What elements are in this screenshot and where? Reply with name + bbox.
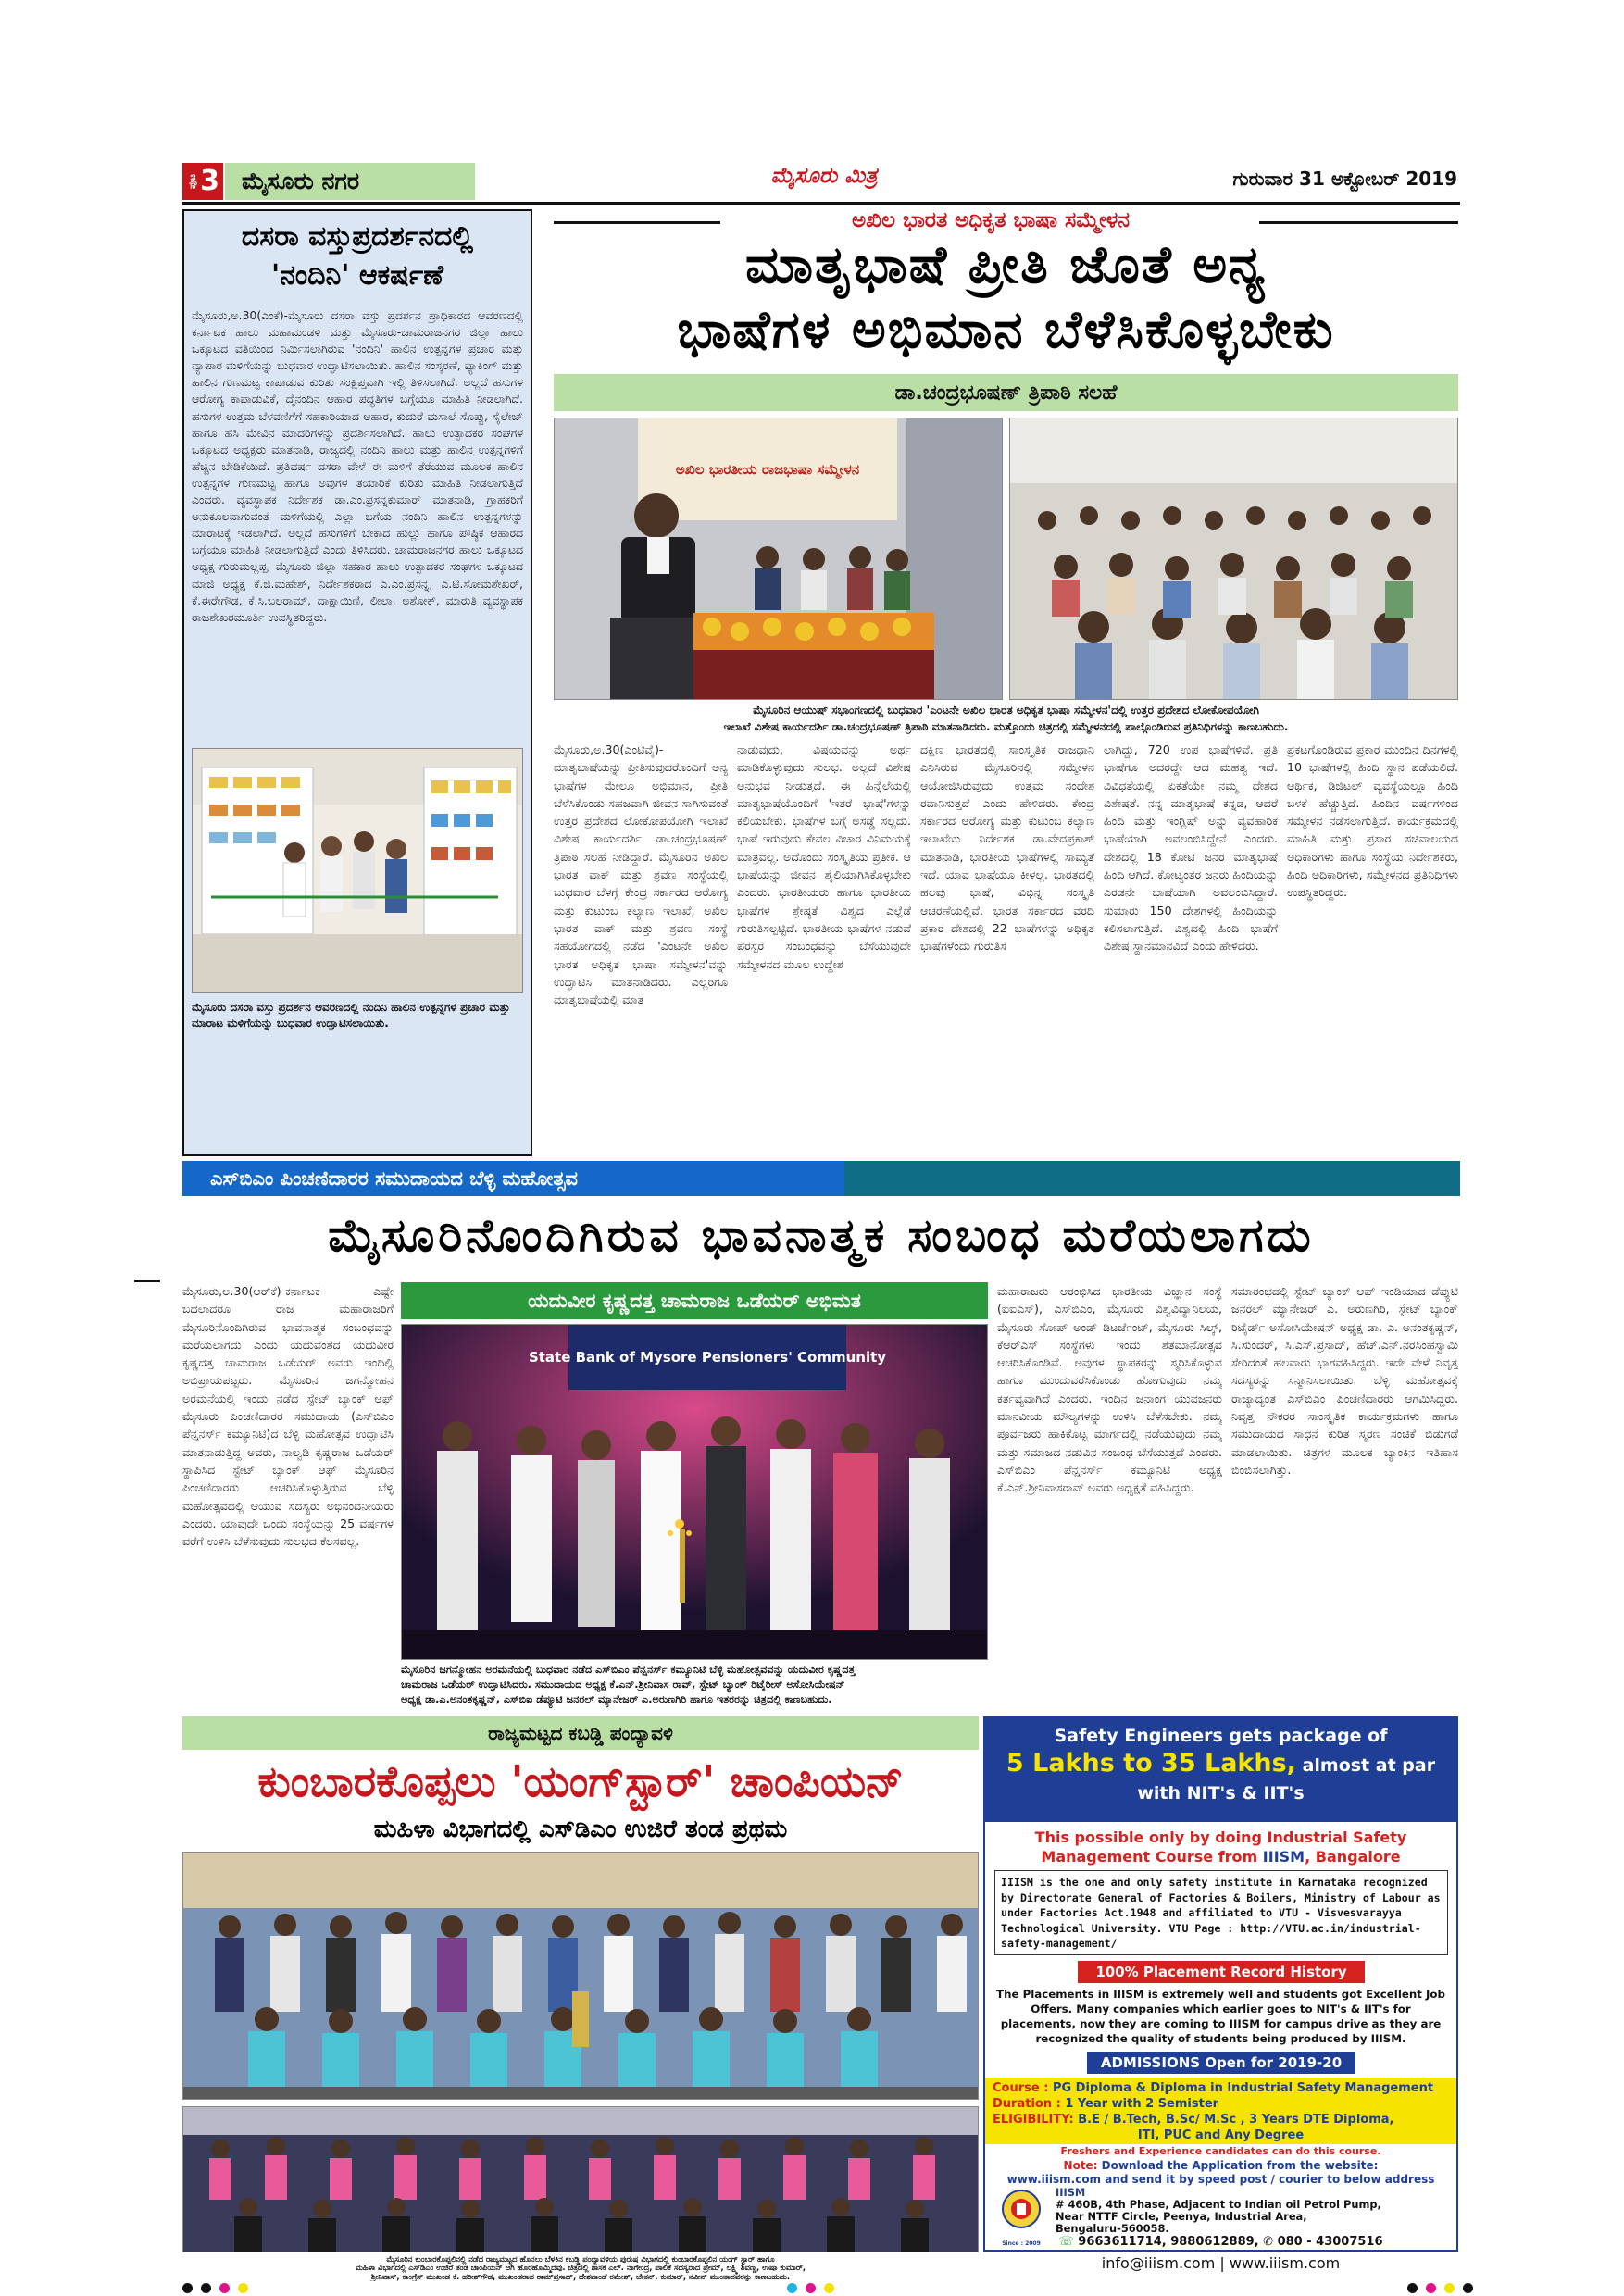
ad-possible-2: Management Course from IIISM, Bangalore (1041, 1848, 1401, 1866)
ad-placement-text: The Placements in IIISM is extremely well and students got Excellent Job Offers. Many companies which earlier goes to NIT's & IIT's for placements, now they are coming to IIISM for campus drive as they are recognized the quality of students being produced by IIISM. (996, 1988, 1445, 2045)
sbm-col-3: ಸಮಾರಂಭದಲ್ಲಿ ಸ್ಟೇಟ್ ಬ್ಯಾಂಕ್ ಆಫ್ ಇಂಡಿಯಾದ ಡೆಪ್ಯುಟಿ ಜನರಲ್ ಮ್ಯಾನೇಜರ್ ಎ. ಅರುಣಗಿರಿ, ಸ್ಟೇಟ್ ಬ್ಯಾಂಕ್ ರಿಟೈರ್ಡ್ ಅಸೋಸಿಯೇಷನ್ ಅಧ್ಯಕ್ಷ ಡಾ. ಎ. ಅನಂತಕೃಷ್ಣನ್, ಸಿ.ಸುಂದರ್, ಸಿ.ಎಸ್.ಪ್ರಸಾದ್, ಹೆಚ್.ಎನ್.ನರಸಿಂಹಸ್ವಾಮಿ ಸೇರಿದಂತೆ ಹಲವಾರು ಭಾಗವಹಿಸಿದ್ದರು. ಇದೇ ವೇಳೆ ನಿವೃತ್ತ ಸದಸ್ಯರನ್ನು ಸನ್ಮಾನಿಸಲಾಯಿತು. ಬೆಳ್ಳಿ ಮಹೋತ್ಸವಕ್ಕೆ ರಾಜ್ಯಾದ್ಯಂತ ಎಸ್‌ಬಿಎಂ ಪಿಂಚಣಿದಾರರು ಆಗಮಿಸಿದ್ದರು. ನಿವೃತ್ತ ನೌಕರರ ಸಾಂಸ್ಕೃತಿಕ ಕಾರ್ಯಕ್ರಮಗಳು ಹಾಗೂ ಸಮುದಾಯದ ಸಾಧನೆ ಕುರಿತ ಸ್ಮರಣ ಸಂಚಿಕೆ ಬಿಡುಗಡೆ ಮಾಡಲಾಯಿತು. ಚಿತ್ರಗಳ ಮೂಲಕ ಬ್ಯಾಂಕಿನ ಇತಿಹಾಸ ಬಿಂಬಿಸಲಾಗಿತ್ತು. (1231, 1284, 1458, 1477)
nandini-photo-image (193, 749, 523, 993)
ad-admissions: ADMISSIONS Open for 2019-20 (1100, 2054, 1343, 2071)
nandini-box (182, 209, 532, 1156)
kabaddi-photo-women-image (183, 2107, 979, 2252)
ad-eligibility-2: ITI, PUC and Any Degree (1137, 2128, 1305, 2142)
page-number: 3 (200, 165, 219, 197)
kabaddi-headline: ಕುಂಬಾರಕೊಪ್ಪಲು 'ಯಂಗ್‌ಸ್ಟಾರ್' ಚಾಂಪಿಯನ್ (257, 1756, 904, 1806)
issue-date: ಗುರುವಾರ 31 ಅಕ್ಟೋಬರ್ 2019 (1232, 168, 1457, 190)
lead-subhead: ಡಾ.ಚಂದ್ರಭೂಷಣ್ ತ್ರಿಪಾಠಿ ಸಲಹೆ (894, 381, 1118, 405)
lead-photo-speaker (554, 418, 1003, 700)
lead-col-5: ಪ್ರಕಟಗೊಂಡಿರುವ ಪ್ರಕಾರ ಮುಂದಿನ ದಿನಗಳಲ್ಲಿ 10 ಭಾಷೆಗಳಲ್ಲಿ ಹಿಂದಿ ಸ್ಥಾನ ಪಡೆಯಲಿದೆ. ಆರ್ಥಿಕ, ಡಿಜಿಟಲ್ ವ್ಯವಸ್ಥೆಯಲ್ಲೂ ಹಿಂದಿ ಬಳಕೆ ಹೆಚ್ಚುತ್ತಿದೆ. ಹಿಂದಿನ ವರ್ಷಗಳಿಂದ ಸಮ್ಮೇಳನ ನಡೆಸಲಾಗುತ್ತಿದೆ. ಕಾರ್ಯಕ್ರಮದಲ್ಲಿ ಮಾಹಿತಿ ಮತ್ತು ಪ್ರಸಾರ ಸಚಿವಾಲಯದ ಅಧಿಕಾರಿಗಳು ಹಾಗೂ ಸಂಸ್ಥೆಯ ನಿರ್ದೇಶಕರು, ಹಿಂದಿ ಅಧಿಕಾರಿಗಳು, ಸಮ್ಮೇಳನದ ಪ್ರತಿನಿಧಿಗಳು ಉಪಸ್ಥಿತರಿದ್ದರು. (1287, 742, 1458, 900)
ad-title-tail: almost at par (1295, 1755, 1436, 1776)
nandini-photo (192, 748, 523, 993)
ad-course-band (985, 2078, 1456, 2144)
ad-header (985, 1718, 1456, 1822)
ad-title-3: with NIT's & IIT's (1137, 1783, 1305, 1803)
ad-title-amount: 5 Lakhs to 35 Lakhs, (1006, 1749, 1296, 1778)
lead-col-1: ಮೈಸೂರು,ಅ.30(ಎಂಟಿವೈ)- ಮಾತೃಭಾಷೆಯನ್ನು ಪ್ರೀತಿಸುವುದರೊಂದಿಗೆ ಅನ್ಯ ಭಾಷೆಗಳ ಮೇಲೂ ಅಭಿಮಾನ, ಪ್ರೀತಿ ಬೆಳೆಸಿಕೊಂಡು ಸಹಜವಾಗಿ ಜೀವನ ಸಾಗಿಸುವಂತೆ ಉತ್ತರ ಪ್ರದೇಶದ ಲೋಕೋಪಯೋಗಿ ಇಲಾಖೆ ವಿಶೇಷ ಕಾರ್ಯದರ್ಶಿ ಡಾ.ಚಂದ್ರಭೂಷಣ್ ತ್ರಿಪಾಠಿ ಸಲಹೆ ನೀಡಿದ್ದಾರೆ. ಮೈಸೂರಿನ ಅಖಿಲ ಭಾರತ ವಾಕ್ ಮತ್ತು ಶ್ರವಣ ಸಂಸ್ಥೆಯಲ್ಲಿ ಬುಧವಾರ ಬೆಳಗ್ಗೆ ಕೇಂದ್ರ ಸರ್ಕಾರದ ಆರೋಗ್ಯ ಮತ್ತು ಕುಟುಂಬ ಕಲ್ಯಾಣ ಇಲಾಖೆ, ಅಖಿಲ ಭಾರತ ವಾಕ್ ಮತ್ತು ಶ್ರವಣ ಸಂಸ್ಥೆ ಸಹಯೋಗದಲ್ಲಿ ನಡೆದ 'ಎಂಟನೇ ಅಖಿಲ ಭಾರತ ಅಧಿಕೃತ ಭಾಷಾ ಸಮ್ಮೇಳನ'ವನ್ನು ಉದ್ಘಾಟಿಸಿ ಮಾತನಾಡಿದರು. ಎಲ್ಲರಿಗೂ ಮಾತೃಭಾಷೆಯಲ್ಲಿ ಮಾತ (554, 742, 728, 1007)
ad-possible-1: This possible only by doing Industrial Safety (1034, 1828, 1407, 1846)
nandini-headline-2: 'ನಂದಿನಿ' ಆಕರ್ಷಣೆ (271, 259, 443, 292)
ad-placement-title: 100% Placement Record History (1095, 1964, 1347, 1980)
lead-headline-2: ಭಾಷೆಗಳ ಅಭಿಮಾನ ಬೆಳೆಸಿಕೊಳ್ಳಬೇಕು (677, 300, 1335, 360)
sbm-photo (401, 1324, 988, 1660)
ad-eligibility: ELIGIBILITY: B.E / B.Tech, B.Sc/ M.Sc , 3 Years DTE Diploma, (993, 2113, 1394, 2127)
ad-address-3: Bengaluru-560058. (1056, 2222, 1169, 2235)
kabaddi-photo-men-image (183, 1853, 979, 2100)
sbm-subhead-band (401, 1282, 988, 1319)
kabaddi-caption-block: ಮೈಸೂರಿನ ಕುಂಬಾರಕೊಪ್ಪಲಿನಲ್ಲಿ ನಡೆದ ರಾಜ್ಯಮಟ್ಟದ ಹೊನಲು ಬೆಳಕಿನ ಕಬಡ್ಡಿ ಪಂದ್ಯಾವಳಿಯ ಪುರುಷ ವಿಭಾಗದಲ್ಲಿ ಕುಂಬಾರಕೊಪ್ಪಲಿನ ಯಂಗ್ ಸ್ಟಾರ್ ಹಾಗೂ ಮಹಿಳಾ ವಿಭಾಗದಲ್ಲಿ ಎಸ್‌ಡಿಎಂ ಉಜಿರೆ ತಂಡ ಚಾಂಪಿಯನ್ ಆಗಿ ಹೊರಹೊಮ್ಮಿದವು. ಚಿತ್ರದಲ್ಲಿ ಶಾಸಕ ಎಲ್. ನಾಗೇಂದ್ರ, ಪಾಲಿಕೆ ಸದಸ್ಯರಾದ ಪ್ರೇಮ್, ಲಕ್ಷ್ಮಿ ಶಿವಣ್ಣ, ಉಷಾ ಕುಮಾರ್, ಶ್ರೀನಿವಾಸ್, ಕಾಂಗ್ರೆಸ್ ಮುಖಂಡ ಕೆ. ಹರೀಶ್‌ಗೌಡ, ಮುಖಂಡರಾದ ರಾಮ್‌ಪ್ರಸಾದ್, ದೇಶಪಾಂಡೆ ರಮೇಶ್, ಚೇತನ್, ಕುಮಾರ್, ನವೀನ್ ಮುಂತಾದವರನ್ನು ಕಾಣಬಹುದು. (355, 2255, 806, 2281)
lead-col-3: ದಕ್ಷಿಣ ಭಾರತದಲ್ಲಿ ಸಾಂಸ್ಕೃತಿಕ ರಾಜಧಾನಿ ಎನಿಸಿರುವ ಮೈಸೂರಿನಲ್ಲಿ ಸಮ್ಮೇಳನ ಆಯೋಜಿಸಿರುವುದು ಉತ್ತಮ ಸಂದೇಶ ರವಾನಿಸುತ್ತದೆ ಎಂದು ಹೇಳಿದರು. ಕೇಂದ್ರ ಸರ್ಕಾರದ ಆರೋಗ್ಯ ಮತ್ತು ಕುಟುಂಬ ಕಲ್ಯಾಣ ಇಲಾಖೆಯ ನಿರ್ದೇಶಕ ಡಾ.ವೇದಪ್ರಕಾಶ್ ಮಾತನಾಡಿ, ಭಾರತೀಯ ಭಾಷೆಗಳಲ್ಲಿ ಸಾಮ್ಯತೆ ಇದೆ. ಯಾವ ಭಾಷೆಯೂ ಕೀಳಲ್ಲ. ಭಾರತದಲ್ಲಿ ಹಲವು ಭಾಷೆ, ವಿಭಿನ್ನ ಸಂಸ್ಕೃತಿ ಆಚರಣೆಯಲ್ಲಿವೆ. ಭಾರತ ಸರ್ಕಾರದ ವರದಿ ಪ್ರಕಾರ ದೇಶದಲ್ಲಿ 22 ಭಾಷೆಗಳನ್ನು ಅಧಿಕೃತ ಭಾಷೆಗಳೆಂದು ಗುರುತಿಸ (920, 742, 1094, 954)
lead-kicker-rule-left (554, 221, 720, 224)
lead-photo-audience (1009, 418, 1458, 700)
ad-possible (985, 1828, 1456, 1866)
section-title: ಮೈಸೂರು ನಗರ (225, 163, 475, 200)
ad-duration: Duration : 1 Year with 2 Semister (993, 2097, 1219, 2111)
ad-placement-title-band (1078, 1961, 1365, 1983)
ad-note: Note: Download the Application from the website: www.iiism.com and send it by speed post / courier to below address (985, 2159, 1456, 2187)
lead-subhead-band (554, 374, 1458, 411)
nandini-body: ಮೈಸೂರು,ಅ.30(ಎಂಕೆ)-ಮೈಸೂರು ದಸರಾ ವಸ್ತು ಪ್ರದರ್ಶನ ಪ್ರಾಧಿಕಾರದ ಆವರಣದಲ್ಲಿ ಕರ್ನಾಟಕ ಹಾಲು ಮಹಾಮಂಡಳಿ ಮತ್ತು ಮೈಸೂರು-ಚಾಮರಾಜನಗರ ಜಿಲ್ಲಾ ಹಾಲು ಒಕ್ಕೂಟದ ವತಿಯಿಂದ ನಿರ್ಮಿಸಲಾಗಿರುವ 'ನಂದಿನಿ' ಹಾಲಿನ ಉತ್ಪನ್ನಗಳ ಪ್ರಚಾರ ಮತ್ತು ವ್ಯಾಪಾರ ಮಳಿಗೆಯನ್ನು ಬುಧವಾರ ಉದ್ಘಾಟಿಸಲಾಯಿತು. ಹಾಲಿನ ಸಂಸ್ಕರಣೆ, ಪ್ಯಾಕಿಂಗ್ ಮತ್ತು ಹಾಲಿನ ಗುಣಮಟ್ಟ ಕಾಪಾಡುವ ಕುರಿತು ಸಂಕ್ಷಿಪ್ತವಾಗಿ ಇಲ್ಲಿ ತಿಳಿಸಲಾಗಿದೆ. ಅಲ್ಲದೆ ಹಸುಗಳ ಆರೋಗ್ಯ ಕಾಪಾಡುವಿಕೆ, ದೈನಂದಿನ ಆಹಾರ ಪದ್ಧತಿಗಳ ಬಗ್ಗೆಯೂ ಮಾಹಿತಿ ನೀಡಲಾಗಿದೆ. ಹಸುಗಳ ಉತ್ತಮ ಬೆಳವಣಿಗೆಗೆ ಸಹಕಾರಿಯಾದ ಆಹಾರ, ಕುದುರೆ ಮಸಾಲೆ ಸೊಪ್ಪು, ಸೈಲೇಜ್ ಹಾಗೂ ಹಸಿ ಮೇವಿನ ಮಾದರಿಗಳನ್ನು ಪ್ರದರ್ಶಿಸಲಾಗಿದೆ. ಹಾಲು ಉತ್ಪಾದಕರ ಸಂಘಗಳ ಒಕ್ಕೂಟದ ಅಧ್ಯಕ್ಷರು ಮಾತನಾಡಿ, ರಾಜ್ಯದಲ್ಲಿ ನಂದಿನಿ ಹಾಲು ಮತ್ತು ಹಾಲಿನ ಉತ್ಪನ್ನಗಳಿಗೆ ಹೆಚ್ಚಿನ ಬೇಡಿಕೆಯಿದೆ. ಪ್ರತಿವರ್ಷ ದಸರಾ ವೇಳೆ ಈ ಮಳಿಗೆ ತೆರೆಯುವ ಮೂಲಕ ಹಾಲಿನ ಉತ್ಪನ್ನಗಳ ಗುಣಮಟ್ಟ ಹಾಗೂ ಅವುಗಳ ತಯಾರಿಕೆ ಕುರಿತು ಮಾಹಿತಿ ನೀಡಲಾಗುತ್ತಿದೆ ಎಂದರು. ವ್ಯವಸ್ಥಾಪಕ ನಿರ್ದೇಶಕ ಡಾ.ಎಂ.ಪ್ರಸನ್ನಕುಮಾರ್ ಮಾತನಾಡಿ, ಗ್ರಾಹಕರಿಗೆ ಅನುಕೂಲವಾಗುವಂತೆ ಮಳಿಗೆಯಲ್ಲಿ ಎಲ್ಲಾ ಬಗೆಯ ನಂದಿನಿ ಹಾಲಿನ ಉತ್ಪನ್ನಗಳನ್ನು ಮಾರಾಟಕ್ಕೆ ಇಡಲಾಗಿದೆ. ಅಲ್ಲದೆ ಹಸುಗಳಿಗೆ ಬೇಕಾದ ಹುಲ್ಲು ಹಾಗೂ ಪೌಷ್ಠಿಕ ಆಹಾರದ ಬಗ್ಗೆಯೂ ಮಾಹಿತಿ ನೀಡಲಾಗುತ್ತಿದೆ ಎಂದು ತಿಳಿಸಿದರು. ಚಾಮರಾಜನಗರ ಹಾಲು ಒಕ್ಕೂಟದ ಅಧ್ಯಕ್ಷ ಗುರುಮಲ್ಲಪ್ಪ, ಮೈಸೂರು ಜಿಲ್ಲಾ ಸಹಕಾರ ಹಾಲು ಉತ್ಪಾದಕರ ಸಂಘಗಳ ಒಕ್ಕೂಟದ ಮಾಜಿ ಅಧ್ಯಕ್ಷ ಕೆ.ಜಿ.ಮಹೇಶ್, ನಿರ್ದೇಶಕರಾದ ಎ.ಎಂ.ಪ್ರಸನ್ನ, ಎ.ಟಿ.ಸೋಮಶೇಖರ್, ಕೆ.ಈರೇಗೌಡ, ಕೆ.ಸಿ.ಬಲರಾಮ್, ದಾಕ್ಷಾಯಿಣಿ, ಲೀಲಾ, ಅಶೋಕ್, ಮಾರುತಿ ವ್ಯವಸ್ಥಾಪಕ ರಾಜಶೇಖರಮೂರ್ತಿ ಉಪಸ್ಥಿತರಿದ್ದರು. (192, 308, 523, 624)
sbm-kicker: ಎಸ್‌ಬಿಎಂ ಪಿಂಚಣಿದಾರರ ಸಮುದಾಯದ ಬೆಳ್ಳಿ ಮಹೋತ್ಸವ (210, 1167, 578, 1190)
ad-course: Course : PG Diploma & Diploma in Industrial Safety Management (993, 2081, 1434, 2095)
ad-brand: IIISM (1262, 1848, 1305, 1866)
ad-phone-mobile: 9663611714, 9880612889, (1078, 2235, 1259, 2249)
ad-title-1: Safety Engineers gets package of (1054, 1726, 1388, 1746)
phone-icon: ✆ (1263, 2235, 1274, 2249)
kabaddi-kicker: ರಾಜ್ಯಮಟ್ಟದ ಕಬಡ್ಡಿ ಪಂದ್ಯಾವಳಿ (488, 1722, 673, 1744)
lead-caption-1: ಮೈಸೂರಿನ ಆಯುಷ್ ಸಭಾಂಗಣದಲ್ಲಿ ಬುಧವಾರ 'ಎಂಟನೇ ಅಖಿಲ ಭಾರತ ಅಧಿಕೃತ ಭಾಷಾ ಸಮ್ಮೇಳನ'ದಲ್ಲಿ ಉತ್ತರ ಪ್ರದೇಶದ ಲೋಕೋಪಯೋಗಿ (753, 704, 1259, 717)
nandini-headline-1: ದಸರಾ ವಸ್ತುಪ್ರದರ್ಶನದಲ್ಲಿ (241, 220, 474, 253)
sbm-caption-1: ಮೈಸೂರಿನ ಜಗನ್ಮೋಹನ ಅರಮನೆಯಲ್ಲಿ ಬುಧವಾರ ನಡೆದ ಎಸ್‌ಬಿಎಂ ಪೆನ್ಷನರ್ಸ್ ಕಮ್ಯೂನಿಟಿ ಬೆಳ್ಳಿ ಮಹೋತ್ಸವವನ್ನು ಯದುವೀರ ಕೃಷ್ಣದತ್ತ (401, 1664, 856, 1676)
sbm-col-1: ಮೈಸೂರು,ಅ.30(ಆರ್‌ಕೆ)-ಕರ್ನಾಟಕ ಎಷ್ಟೇ ಬದಲಾದರೂ ರಾಜ ಮಹಾರಾಜರಿಗೆ ಮೈಸೂರಿನೊಂದಿಗಿರುವ ಭಾವನಾತ್ಮಕ ಸಂಬಂಧವನ್ನು ಮರೆಯಲಾಗದು ಎಂದು ಯದುವಂಶದ ಯದುವೀರ ಕೃಷ್ಣದತ್ತ ಚಾಮರಾಜ ಒಡೆಯರ್ ಅವರು ಇಂದಿಲ್ಲಿ ಅಭಿಪ್ರಾಯಪಟ್ಟರು. ಮೈಸೂರಿನ ಜಗನ್ಮೋಹನ ಅರಮನೆಯಲ್ಲಿ ಇಂದು ನಡೆದ ಸ್ಟೇಟ್ ಬ್ಯಾಂಕ್ ಆಫ್ ಮೈಸೂರು ಪಿಂಚಣಿದಾರರ ಸಮುದಾಯ (ಎಸ್‌ಬಿಎಂ ಪೆನ್ಷನರ್ಸ್ ಕಮ್ಯೂನಿಟಿ)ದ ಬೆಳ್ಳಿ ಮಹೋತ್ಸವ ಉದ್ಘಾಟಿಸಿ ಮಾತನಾಡುತ್ತಿದ್ದ ಅವರು, ನಾಲ್ವಡಿ ಕೃಷ್ಣರಾಜ ಒಡೆಯರ್ ಸ್ಥಾಪಿಸಿದ ಸ್ಟೇಟ್ ಬ್ಯಾಂಕ್ ಆಫ್ ಮೈಸೂರಿನ ಪಿಂಚಣಿದಾರರು ಆಚರಿಸಿಕೊಳ್ಳುತ್ತಿರುವ ಬೆಳ್ಳಿ ಮಹೋತ್ಸವದಲ್ಲಿ ಆಯುವ ಸದಸ್ಯರು ಅಭಿನಂದನೀಯರು ಎಂದರು. ಯಾವುದೇ ಒಂದು ಸಂಸ್ಥೆಯನ್ನು 25 ವರ್ಷಗಳ ವರೆಗೆ ಉಳಿಸಿ ಬೆಳೆಸುವುದು ಸುಲಭದ ಕೆಲಸವಲ್ಲ. (182, 1284, 394, 1549)
ad-desc: IIISM is the one and only safety institute in Karnataka recognized by Directorate General of Factories & Boilers, Ministry of Labour as under Factories Act.1948 and affiliated to VTU - Visvesvarayya Technological University. VTU Page : http://VTU.ac.in/industrial-safety-management/ (994, 1870, 1448, 1955)
lead-kicker: ಅಖಿಲ ಭಾರತ ಅಧಿಕೃತ ಭಾಷಾ ಸಮ್ಮೇಳನ (851, 208, 1131, 232)
registration-dots-right (1407, 2283, 1473, 2293)
registration-dots-center (787, 2283, 834, 2293)
sbm-subhead: ಯದುವೀರ ಕೃಷ್ಣದತ್ತ ಚಾಮರಾಜ ಒಡೆಯರ್ ಅಭಿಮತ (528, 1289, 861, 1312)
ad-phone-landline: 080 - 43007516 (1277, 2235, 1383, 2249)
side-mark (134, 1280, 160, 1282)
lead-headline-1: ಮಾತೃಭಾಷೆ ಪ್ರೀತಿ ಜೊತೆ ಅನ್ಯ (744, 235, 1268, 295)
page-badge-label: ಪುಟ (186, 173, 199, 190)
lead-photo-banner: ಅಖಿಲ ಭಾರತೀಯ ರಾಜಭಾಷಾ ಸಮ್ಮೇಳನ (675, 461, 860, 478)
sbm-caption-3: ಅಧ್ಯಕ್ಷ ಡಾ.ಎ.ಅನಂತಕೃಷ್ಣನ್, ಎಸ್‌ಬಿಐ ಡೆಪ್ಯೂಟಿ ಜನರಲ್ ಮ್ಯಾನೇಜರ್ ಎ.ಅರುಣಗಿರಿ ಹಾಗೂ ಇತರರನ್ನು ಚಿತ್ರದಲ್ಲಿ ಕಾಣಬಹುದು. (401, 1693, 832, 1705)
page-badge (182, 163, 223, 200)
lead-kicker-rule-right (1259, 221, 1458, 224)
sbm-caption-2: ಚಾಮರಾಜ ಒಡೆಯರ್ ಉದ್ಘಾಟಿಸಿದರು. ಸಮುದಾಯದ ಅಧ್ಯಕ್ಷ ಕೆ.ಎನ್.ಶ್ರೀನಿವಾಸ ರಾವ್, ಸ್ಟೇಟ್ ಬ್ಯಾಂಕ್ ರಿಟೈರೀಸ್ ಅಸೋಸಿಯೇಷನ್ (401, 1678, 845, 1691)
kabaddi-photo-men (182, 1852, 979, 2100)
ad-title-2 (985, 1748, 1456, 1781)
ad-web[interactable]: info@iiism.com | www.iiism.com (1101, 2254, 1341, 2272)
lead-col-4: ಲಾಗಿದ್ದು, 720 ಉಪ ಭಾಷೆಗಳಿವೆ. ಪ್ರತಿ ಭಾಷೆಗೂ ಅದರದ್ದೇ ಆದ ಮಹತ್ವ ಇದೆ. ವಿವಿಧತೆಯಲ್ಲಿ ಏಕತೆಯೇ ನಮ್ಮ ದೇಶದ ವಿಶೇಷತೆ. ನನ್ನ ಮಾತೃಭಾಷೆ ಕನ್ನಡ, ಆದರೆ ಹಿಂದಿ ಮತ್ತು ಇಂಗ್ಲಿಷ್ ಅನ್ನು ವ್ಯವಹಾರಿಕ ಭಾಷೆಯಾಗಿ ಅವಲಂಬಿಸಿದ್ದೇನೆ ಎಂದರು. ದೇಶದಲ್ಲಿ 18 ಕೋಟಿ ಜನರ ಮಾತೃಭಾಷೆ ಹಿಂದಿ ಆಗಿದೆ. ಕೋಟ್ಯಂತರ ಜನರು ಹಿಂದಿಯನ್ನು ಎರಡನೇ ಭಾಷೆಯಾಗಿ ಅವಲಂಬಿಸಿದ್ದಾರೆ. ಸುಮಾರು 150 ದೇಶಗಳಲ್ಲಿ ಹಿಂದಿಯನ್ನು ಕಲಿಸಲಾಗುತ್ತಿದೆ. ವಿಶ್ವದಲ್ಲಿ ಹಿಂದಿ ಭಾಷೆಗೆ ವಿಶೇಷ ಸ್ಥಾನಮಾನವಿದೆ ಎಂದು ಹೇಳಿದರು. (1104, 742, 1278, 954)
kabaddi-subhead: ಮಹಿಳಾ ವಿಭಾಗದಲ್ಲಿ ಎಸ್‌ಡಿಎಂ ಉಜಿರೆ ತಂಡ ಪ್ರಥಮ (373, 1816, 788, 1843)
paper-name: ಮೈಸೂರು ಮಿತ್ರ (770, 164, 878, 188)
sbm-photo-image (402, 1325, 988, 1660)
ad-note-label: Note: (1063, 2159, 1102, 2172)
lead-col-2: ನಾಡುವುದು, ವಿಷಯವನ್ನು ಅರ್ಥ ಮಾಡಿಕೊಳ್ಳುವುದು ಸುಲಭ. ಅಲ್ಲದೆ ವಿಶೇಷ ಅನುಭವ ನೀಡುತ್ತದೆ. ಈ ಹಿನ್ನೆಲೆಯಲ್ಲಿ ಮಾತೃಭಾಷೆಯೊಂದಿಗೆ 'ಇತರೆ ಭಾಷೆ'ಗಳನ್ನು ಕಲಿಯಬೇಕು. ಭಾಷೆಗಳ ಬಗ್ಗೆ ಅಸಡ್ಡೆ ಸಲ್ಲದು. ಭಾಷೆ ಇರುವುದು ಕೇವಲ ವಿಚಾರ ವಿನಿಮಯಕ್ಕೆ ಮಾತ್ರವಲ್ಲ. ಅದೊಂದು ಸಂಸ್ಕೃತಿಯ ಪ್ರತೀಕ. ಆ ಭಾಷೆಯನ್ನು ಜೀವನ ಶೈಲಿಯಾಗಿಸಿಕೊಳ್ಳಬೇಕು ಎಂದರು. ಭಾರತೀಯರು ಹಾಗೂ ಭಾರತೀಯ ಭಾಷೆಗಳ ಶ್ರೇಷ್ಠತೆ ವಿಶ್ವದ ಎಲ್ಲೆಡೆ ಗುರುತಿಸಲ್ಪಟ್ಟಿದೆ. ಭಾರತೀಯ ಭಾಷೆಗಳ ನಡುವೆ ಪರಸ್ಪರ ಸಂಬಂಧವನ್ನು ಬೆಸೆಯುವುದೇ ಸಮ್ಮೇಳನದ ಮೂಲ ಉದ್ದೇಶ (737, 742, 911, 971)
ad-freshers: Freshers and Experience candidates can do this course. (1060, 2145, 1381, 2157)
masthead-rule (182, 202, 1460, 205)
ad-address-name: IIISM (1056, 2186, 1086, 2199)
iiism-ad (983, 1716, 1458, 2252)
ad-address-1: # 460B, 4th Phase, Adjacent to Indian oil Petrol Pump, (1056, 2198, 1381, 2211)
ad-note-2: www.iiism.com and send it by speed post / courier to below address (1006, 2173, 1435, 2186)
ad-address (1056, 2187, 1449, 2235)
whatsapp-icon: ☏ (1058, 2235, 1074, 2249)
sbm-headline: ಮೈಸೂರಿನೊಂದಿಗಿರುವ ಭಾವನಾತ್ಮಕ ಸಂಬಂಧ ಮರೆಯಲಾಗದು (328, 1209, 1315, 1262)
lead-photo-speaker-image (555, 418, 1003, 700)
ad-address-2: Near NTTF Circle, Peenya, Industrial Area, (1056, 2210, 1307, 2223)
nandini-caption: ಮೈಸೂರು ದಸರಾ ವಸ್ತು ಪ್ರದರ್ಶನ ಆವರಣದಲ್ಲಿ ನಂದಿನಿ ಹಾಲಿನ ಉತ್ಪನ್ನಗಳ ಪ್ರಚಾರ ಮತ್ತು ಮಾರಾಟ ಮಳಿಗೆಯನ್ನು ಬುಧವಾರ ಉದ್ಘಾಟಿಸಲಾಯಿತು. (192, 1001, 510, 1029)
kabaddi-kicker-band (182, 1716, 979, 1750)
sbm-col-2: ಮಹಾರಾಜರು ಆರಂಭಿಸಿದ ಭಾರತೀಯ ವಿಜ್ಞಾನ ಸಂಸ್ಥೆ (ಐಐಎಸ್), ಎಸ್‌ಬಿಎಂ, ಮೈಸೂರು ವಿಶ್ವವಿದ್ಯಾನಿಲಯ, ಮೈಸೂರು ಸೋಪ್ ಅಂಡ್ ಡಿಟರ್ಜೆಂಟ್, ಮೈಸೂರು ಸಿಲ್ಕ್, ಕೆಆರ್‌ಎಸ್ ಸಂಸ್ಥೆಗಳು ಇಂದು ಶತಮಾನೋತ್ಸವ ಆಚರಿಸಿಕೊಂಡಿವೆ. ಅವುಗಳ ಸ್ಥಾಪಕರನ್ನು ಸ್ಮರಿಸಿಕೊಳ್ಳುವ ಹಾಗೂ ಮುಂದುವರೆಸಿಕೊಂಡು ಹೋಗುವುದು ನಮ್ಮ ಕರ್ತವ್ಯವಾಗಿದೆ ಎಂದರು. ಇಂದಿನ ಜನಾಂಗ ಯುವಜನರು ಮಾನವೀಯ ಮೌಲ್ಯಗಳನ್ನು ಉಳಿಸಿ ಬೆಳೆಸಬೇಕು. ನಮ್ಮ ಪೂರ್ವಜರು ಹಾಕಿಕೊಟ್ಟ ಮಾರ್ಗದಲ್ಲಿ ನಡೆಯುವುದು ನಮ್ಮ ಮತ್ತು ಸಮಾಜದ ನಡುವಿನ ಸಂಬಂಧ ಬೆಸೆಯುತ್ತದೆ ಎಂದರು. ಎಸ್‌ಬಿಎಂ ಪೆನ್ಷನರ್ಸ್ ಕಮ್ಯೂನಿಟಿ ಅಧ್ಯಕ್ಷ ಕೆ.ಎನ್.ಶ್ರೀನಿವಾಸರಾವ್ ಅವರು ಅಧ್ಯಕ್ಷತೆ ವಹಿಸಿದ್ದರು. (997, 1284, 1222, 1495)
ad-phones (985, 2235, 1456, 2250)
kabaddi-photo-women (182, 2106, 979, 2252)
sbm-photo-banner: State Bank of Mysore Pensioners' Community (528, 1349, 887, 1366)
iiism-logo-icon (994, 2189, 1048, 2237)
lead-caption-2: ಇಲಾಖೆ ವಿಶೇಷ ಕಾರ್ಯದರ್ಶಿ ಡಾ.ಚಂದ್ರಭೂಷಣ್ ತ್ರಿಪಾಠಿ ಮಾತನಾಡಿದರು. ಮತ್ತೊಂದು ಚಿತ್ರದಲ್ಲಿ ಸಮ್ಮೇಳನದಲ್ಲಿ ಪಾಲ್ಗೊಂಡಿರುವ ಪ್ರತಿನಿಧಿಗಳನ್ನು ಕಾಣಬಹುದು. (723, 720, 1289, 733)
iiism-logo (994, 2189, 1048, 2247)
registration-dots-left (182, 2283, 248, 2293)
ad-admissions-band (1087, 2052, 1355, 2074)
iiism-logo-since: Since : 2009 (1002, 2240, 1041, 2247)
lead-photo-audience-image (1010, 418, 1458, 700)
sbm-kicker-box (182, 1161, 844, 1196)
